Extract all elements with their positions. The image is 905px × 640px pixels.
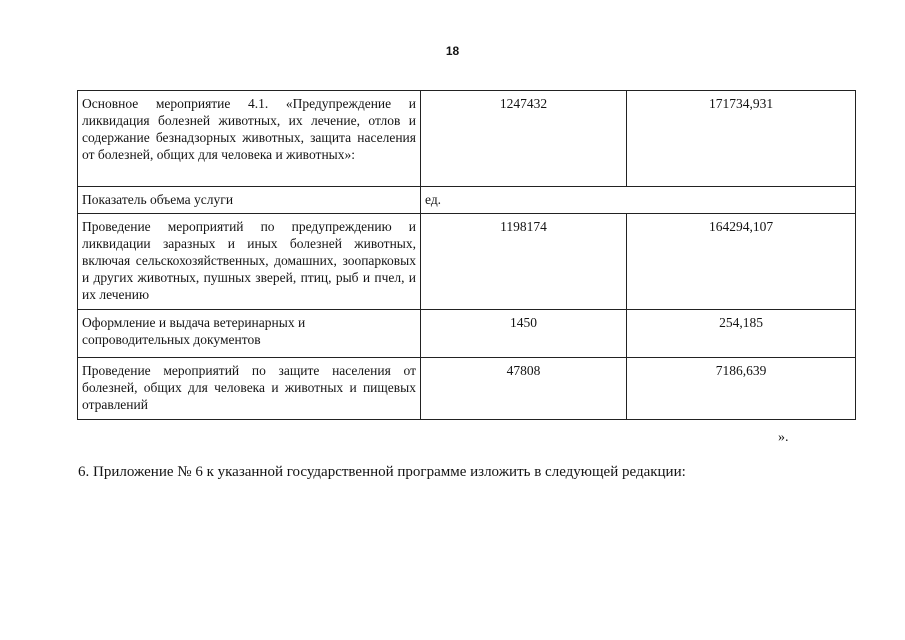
- measure-description: Основное мероприятие 4.1. «Предупреждение и ликвидация болезней животных, их лечение, отлов и содержание безнадзорных животных, защита населения от болезней, общих для человека и животных»:: [78, 91, 421, 187]
- measure-description: Проведение мероприятий по защите населения от болезней, общих для человека и животных и пищевых отравлений: [78, 358, 421, 420]
- table-row-public-protection: [78, 358, 856, 420]
- volume-value: 1247432: [421, 91, 627, 187]
- table-row-indicator: [78, 187, 856, 214]
- volume-value: 1198174: [421, 214, 627, 310]
- page-number: 18: [445, 44, 460, 58]
- volume-value: 47808: [421, 358, 627, 420]
- table-row-main-measure: [78, 91, 856, 187]
- amendment-paragraph: 6. Приложение № 6 к указанной государственной программе изложить в следующей редакции:: [78, 464, 686, 480]
- cost-value: 171734,931: [627, 91, 856, 187]
- indicator-unit: ед.: [421, 187, 856, 214]
- services-table: [77, 90, 856, 420]
- volume-value: 1450: [421, 310, 627, 358]
- table-row-disease-prevention: [78, 214, 856, 310]
- measure-description: Проведение мероприятий по предупреждению и ликвидации заразных и иных болезней животных, включая сельскохозяйственных, домашних, зоопарковых и других животных, пушных зверей, птиц, рыб и пчел, и их лечению: [78, 214, 421, 310]
- cost-value: 7186,639: [627, 358, 856, 420]
- table-row-vet-documents: [78, 310, 856, 358]
- measure-description: Оформление и выдача ветеринарных и сопроводительных документов: [78, 310, 421, 358]
- cost-value: 254,185: [627, 310, 856, 358]
- indicator-label: Показатель объема услуги: [78, 187, 421, 214]
- cost-value: 164294,107: [627, 214, 856, 310]
- closing-quote: ».: [778, 430, 789, 445]
